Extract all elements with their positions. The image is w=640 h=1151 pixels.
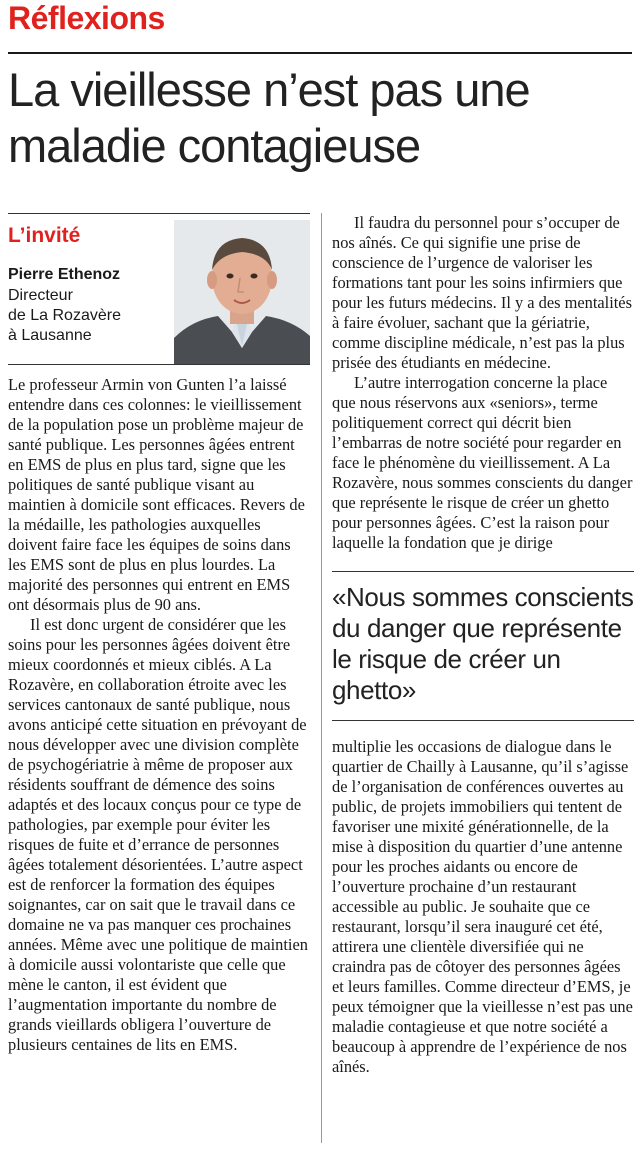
invite-label: L’invité	[8, 224, 81, 247]
author-role-line: à Lausanne	[8, 327, 92, 344]
article-body-left	[8, 375, 310, 1055]
author-name: Pierre Ethenoz	[8, 266, 121, 283]
article-body-right-bottom	[332, 737, 634, 1077]
invite-rule-bottom	[8, 364, 310, 365]
paragraph: L’autre interrogation concerne la place que nous réservons aux «seniors», terme politiquement correct qui décrit bien l’embarras de notre société pour regarder en face le phénomène du vieillissement. A La Rozavère, nous sommes conscients du danger que représente le risque de créer un ghetto pour personnes âgées. C’est la raison pour laquelle la fondation que je dirige	[332, 373, 633, 552]
top-rule	[8, 52, 632, 54]
portrait-image	[174, 220, 310, 364]
paragraph: multiplie les occasions de dialogue dans le quartier de Chailly à Lausanne, qu’il s’agisse de l’organisation de conférences ouvertes au public, de projets immobiliers qui tentent de favoriser une mixité générationnelle, de la mise à disposition du quartier d’une antenne pour les proches aidants ou encore de l’ouverture prochaine d’un restaurant accessible au public. Je souhaite que ce restaurant, lorsqu’il sera inauguré cet été, attirera une clientèle diversifiée qui ne craindra pas de côtoyer des personnes âgées et leurs familles. Comme directeur d’EMS, je peux témoigner que la vieillesse n’est pas une maladie contagieuse et que notre société a beaucoup à apprendre de l’expérience de nos aînés.	[332, 737, 633, 1076]
left-column	[8, 213, 310, 1055]
pull-quote: «Nous sommes conscients du danger que représente le risque de créer un ghetto»	[332, 582, 634, 705]
paragraph: Il est donc urgent de considérer que les soins pour les personnes âgées doivent être mieux coordonnés et mieux ciblés. A La Rozavère, en collaboration étroite avec les services cantonaux de santé publique, nous avons anticipé cette situation en prévoyant de nous développer avec une division complète de psychogériatrie à même de proposer aux résidents souffrant de démence des soins adaptés et des locaux conçus pour ce type de pathologies, par exemple pour éviter les risques de fuite et d’errance de personnes âgées totalement désorientées. L’autre aspect est de renforcer la formation des équipes soignantes, car on sait que le travail dans ce domaine ne va pas manquer ces prochaines années. Même avec une politique de maintien à domicile aussi volontariste que celle que mène le canton, il est évident que l’augmentation importante du nombre de grands vieillards obligera l’ouverture de plusieurs centaines de lits en EMS.	[8, 615, 308, 1054]
right-column	[332, 213, 634, 1077]
section-title: Réflexions	[8, 0, 165, 36]
author-role-line: Directeur	[8, 287, 73, 304]
author-box	[8, 214, 310, 364]
paragraph: Il faudra du personnel pour s’occuper de nos aînés. Ce qui signifie une prise de conscience de l’urgence de valoriser les formations tant pour les soins infirmiers que pour les futurs médecins. Il y a des mentalités à faire évoluer, sachant que la gériatrie, comme discipline médicale, n’est pas la plus prisée des étudiants en médecine.	[332, 213, 632, 372]
column-divider	[321, 213, 322, 1143]
author-role-line: de La Rozavère	[8, 307, 121, 324]
headline: La vieillesse n’est pas une maladie contagieuse	[8, 63, 530, 172]
pull-quote-box	[332, 571, 634, 721]
author-photo	[174, 220, 310, 364]
author-role	[8, 286, 158, 346]
article-body-right-top	[332, 213, 634, 553]
paragraph: Le professeur Armin von Gunten l’a laissé entendre dans ces colonnes: le vieillissement de la population pose un problème majeur de santé publique. Les personnes âgées entrent en EMS de plus en plus tard, signe que les politiques de santé publique visant au maintien à domicile sont efficaces. Revers de la médaille, les pathologies auxquelles doivent faire face les équipes de soins dans les EMS sont de plus en plus lourdes. La majorité des personnes qui entrent en EMS ont désormais plus de 90 ans.	[8, 375, 305, 614]
